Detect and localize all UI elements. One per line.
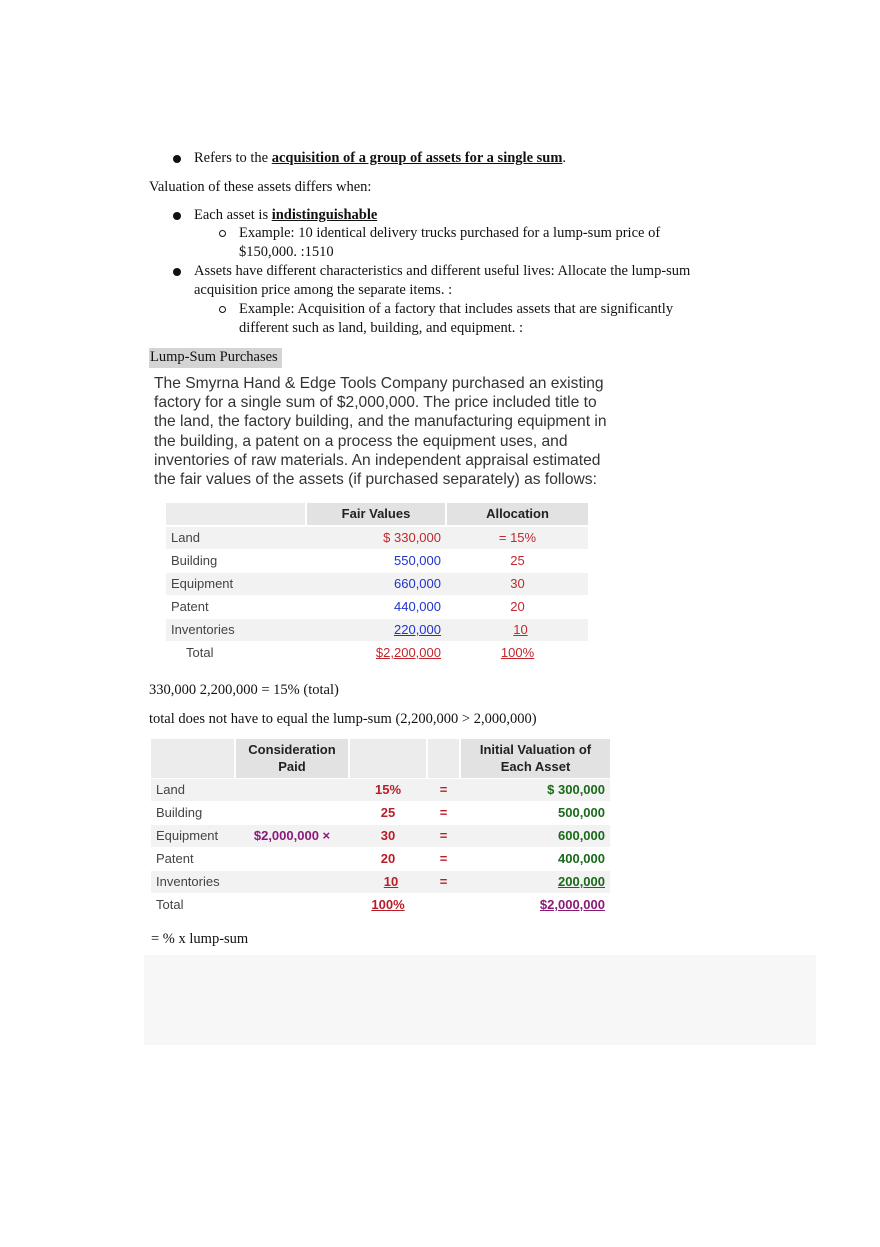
row-label: Land xyxy=(156,782,185,797)
intro-line: inventories of raw materials. An independent appraisal estimated xyxy=(154,451,601,469)
initial-valuation-header: Each Asset xyxy=(500,759,571,774)
intro-line: the fair values of the assets (if purchased separately) as follows: xyxy=(154,471,597,489)
bold-underlined-term: indistinguishable xyxy=(271,207,378,223)
valuation-value: $ 300,000 xyxy=(547,782,605,797)
sub-bullet-circle xyxy=(219,306,226,313)
fair-value: 550,000 xyxy=(394,553,441,568)
table-header-row xyxy=(166,503,588,525)
allocation-value: = 15% xyxy=(498,530,537,545)
row-label: Equipment xyxy=(156,828,219,843)
equals-sign: = xyxy=(439,874,448,889)
sub-bullet-text: $150,000. :1510 xyxy=(239,244,334,260)
allocation-value: 30 xyxy=(510,576,525,591)
intro-line: the land, the factory building, and the manufacturing equipment in xyxy=(154,413,607,431)
percent-value: 30 xyxy=(380,828,396,843)
percent-value: 15% xyxy=(374,782,402,797)
sub-bullet-text: Example: Acquisition of a factory that includes assets that are significantly xyxy=(239,301,674,317)
table-row xyxy=(151,825,610,847)
fair-value: 220,000 xyxy=(394,622,441,637)
valuation-line: Valuation of these assets differs when: xyxy=(149,179,372,195)
lump-sum-multiplier: $2,000,000 × xyxy=(253,828,331,843)
equals-sign: = xyxy=(439,805,448,820)
row-label: Patent xyxy=(171,599,209,614)
percent-total: 100% xyxy=(371,897,405,912)
row-label: Land xyxy=(171,530,200,545)
note-line: total does not have to equal the lump-sum (2,200,000 > 2,000,000) xyxy=(149,711,537,727)
note-line: = % x lump-sum xyxy=(151,931,249,947)
bullet-text: Each asset is indistinguishable xyxy=(194,207,378,223)
sub-bullet-circle xyxy=(219,230,226,237)
row-label: Inventories xyxy=(171,622,235,637)
intro-line: factory for a single sum of $2,000,000. The price included title to xyxy=(154,394,597,412)
table-row xyxy=(151,802,610,824)
fair-value: 440,000 xyxy=(394,599,441,614)
intro-line: the building, a patent on a process the equipment uses, and xyxy=(154,432,568,450)
row-label: Patent xyxy=(156,851,194,866)
consideration-header: Consideration xyxy=(248,742,336,757)
table-header-row xyxy=(151,739,610,778)
table-row xyxy=(151,848,610,870)
bullet-dot xyxy=(173,155,181,163)
fair-value: $ 330,000 xyxy=(383,530,441,545)
equals-sign: = xyxy=(439,851,448,866)
table-row-total xyxy=(166,642,588,664)
allocation-value: 10 xyxy=(513,622,528,637)
row-label: Total xyxy=(156,897,184,912)
intro-line: The Smyrna Hand & Edge Tools Company purchased an existing xyxy=(154,375,604,392)
consideration-header: Paid xyxy=(278,759,306,774)
percent-value: 25 xyxy=(380,805,396,820)
grey-background-panel xyxy=(144,955,816,1045)
bullet-text: acquisition price among the separate items. : xyxy=(194,282,453,298)
bold-underlined-term: acquisition of a group of assets for a single sum xyxy=(271,150,563,166)
sub-bullet-text: different such as land, building, and equipment. : xyxy=(239,320,524,336)
row-label: Total xyxy=(186,645,214,660)
table-row-total xyxy=(151,894,610,916)
table-row xyxy=(151,779,610,801)
bullet-text: Assets have different characteristics and different useful lives: Allocate the lump-sum xyxy=(194,263,691,279)
valuation-total: $2,000,000 xyxy=(539,897,605,912)
fair-value-table xyxy=(166,503,588,667)
bullet-text: Refers to the acquisition of a group of assets for a single sum. xyxy=(194,150,567,166)
percent-value: 20 xyxy=(380,851,396,866)
allocation-value: 20 xyxy=(510,599,525,614)
fair-value: 660,000 xyxy=(394,576,441,591)
equals-sign: = xyxy=(439,828,448,843)
fair-values-header: Fair Values xyxy=(341,506,411,521)
sub-bullet-text: Example: 10 identical delivery trucks purchased for a lump-sum price of xyxy=(239,225,661,241)
table-row xyxy=(166,527,588,549)
row-label: Building xyxy=(156,805,203,820)
initial-valuation-table xyxy=(151,739,610,917)
allocation-header: Allocation xyxy=(486,506,549,521)
bullet-dot xyxy=(173,212,181,220)
allocation-total: 100% xyxy=(500,645,535,660)
valuation-value: 500,000 xyxy=(558,805,605,820)
valuation-value: 400,000 xyxy=(558,851,605,866)
table-row xyxy=(166,596,588,618)
table-row xyxy=(166,573,588,595)
table-row xyxy=(166,550,588,572)
section-heading: Lump-Sum Purchases xyxy=(149,348,282,368)
row-label: Equipment xyxy=(171,576,234,591)
fair-value-total: $2,200,000 xyxy=(375,645,441,660)
table-row xyxy=(151,871,610,893)
valuation-value: 200,000 xyxy=(558,874,605,889)
bullet-dot xyxy=(173,268,181,276)
row-label: Building xyxy=(171,553,218,568)
row-label: Inventories xyxy=(156,874,220,889)
percent-value: 10 xyxy=(383,874,399,889)
initial-valuation-header: Initial Valuation of xyxy=(479,742,592,757)
allocation-value: 25 xyxy=(510,553,525,568)
intro-paragraph xyxy=(154,374,634,489)
table-row xyxy=(166,619,588,641)
equals-sign: = xyxy=(439,782,448,797)
note-line: 330,000 2,200,000 = 15% (total) xyxy=(149,682,339,698)
valuation-value: 600,000 xyxy=(558,828,605,843)
